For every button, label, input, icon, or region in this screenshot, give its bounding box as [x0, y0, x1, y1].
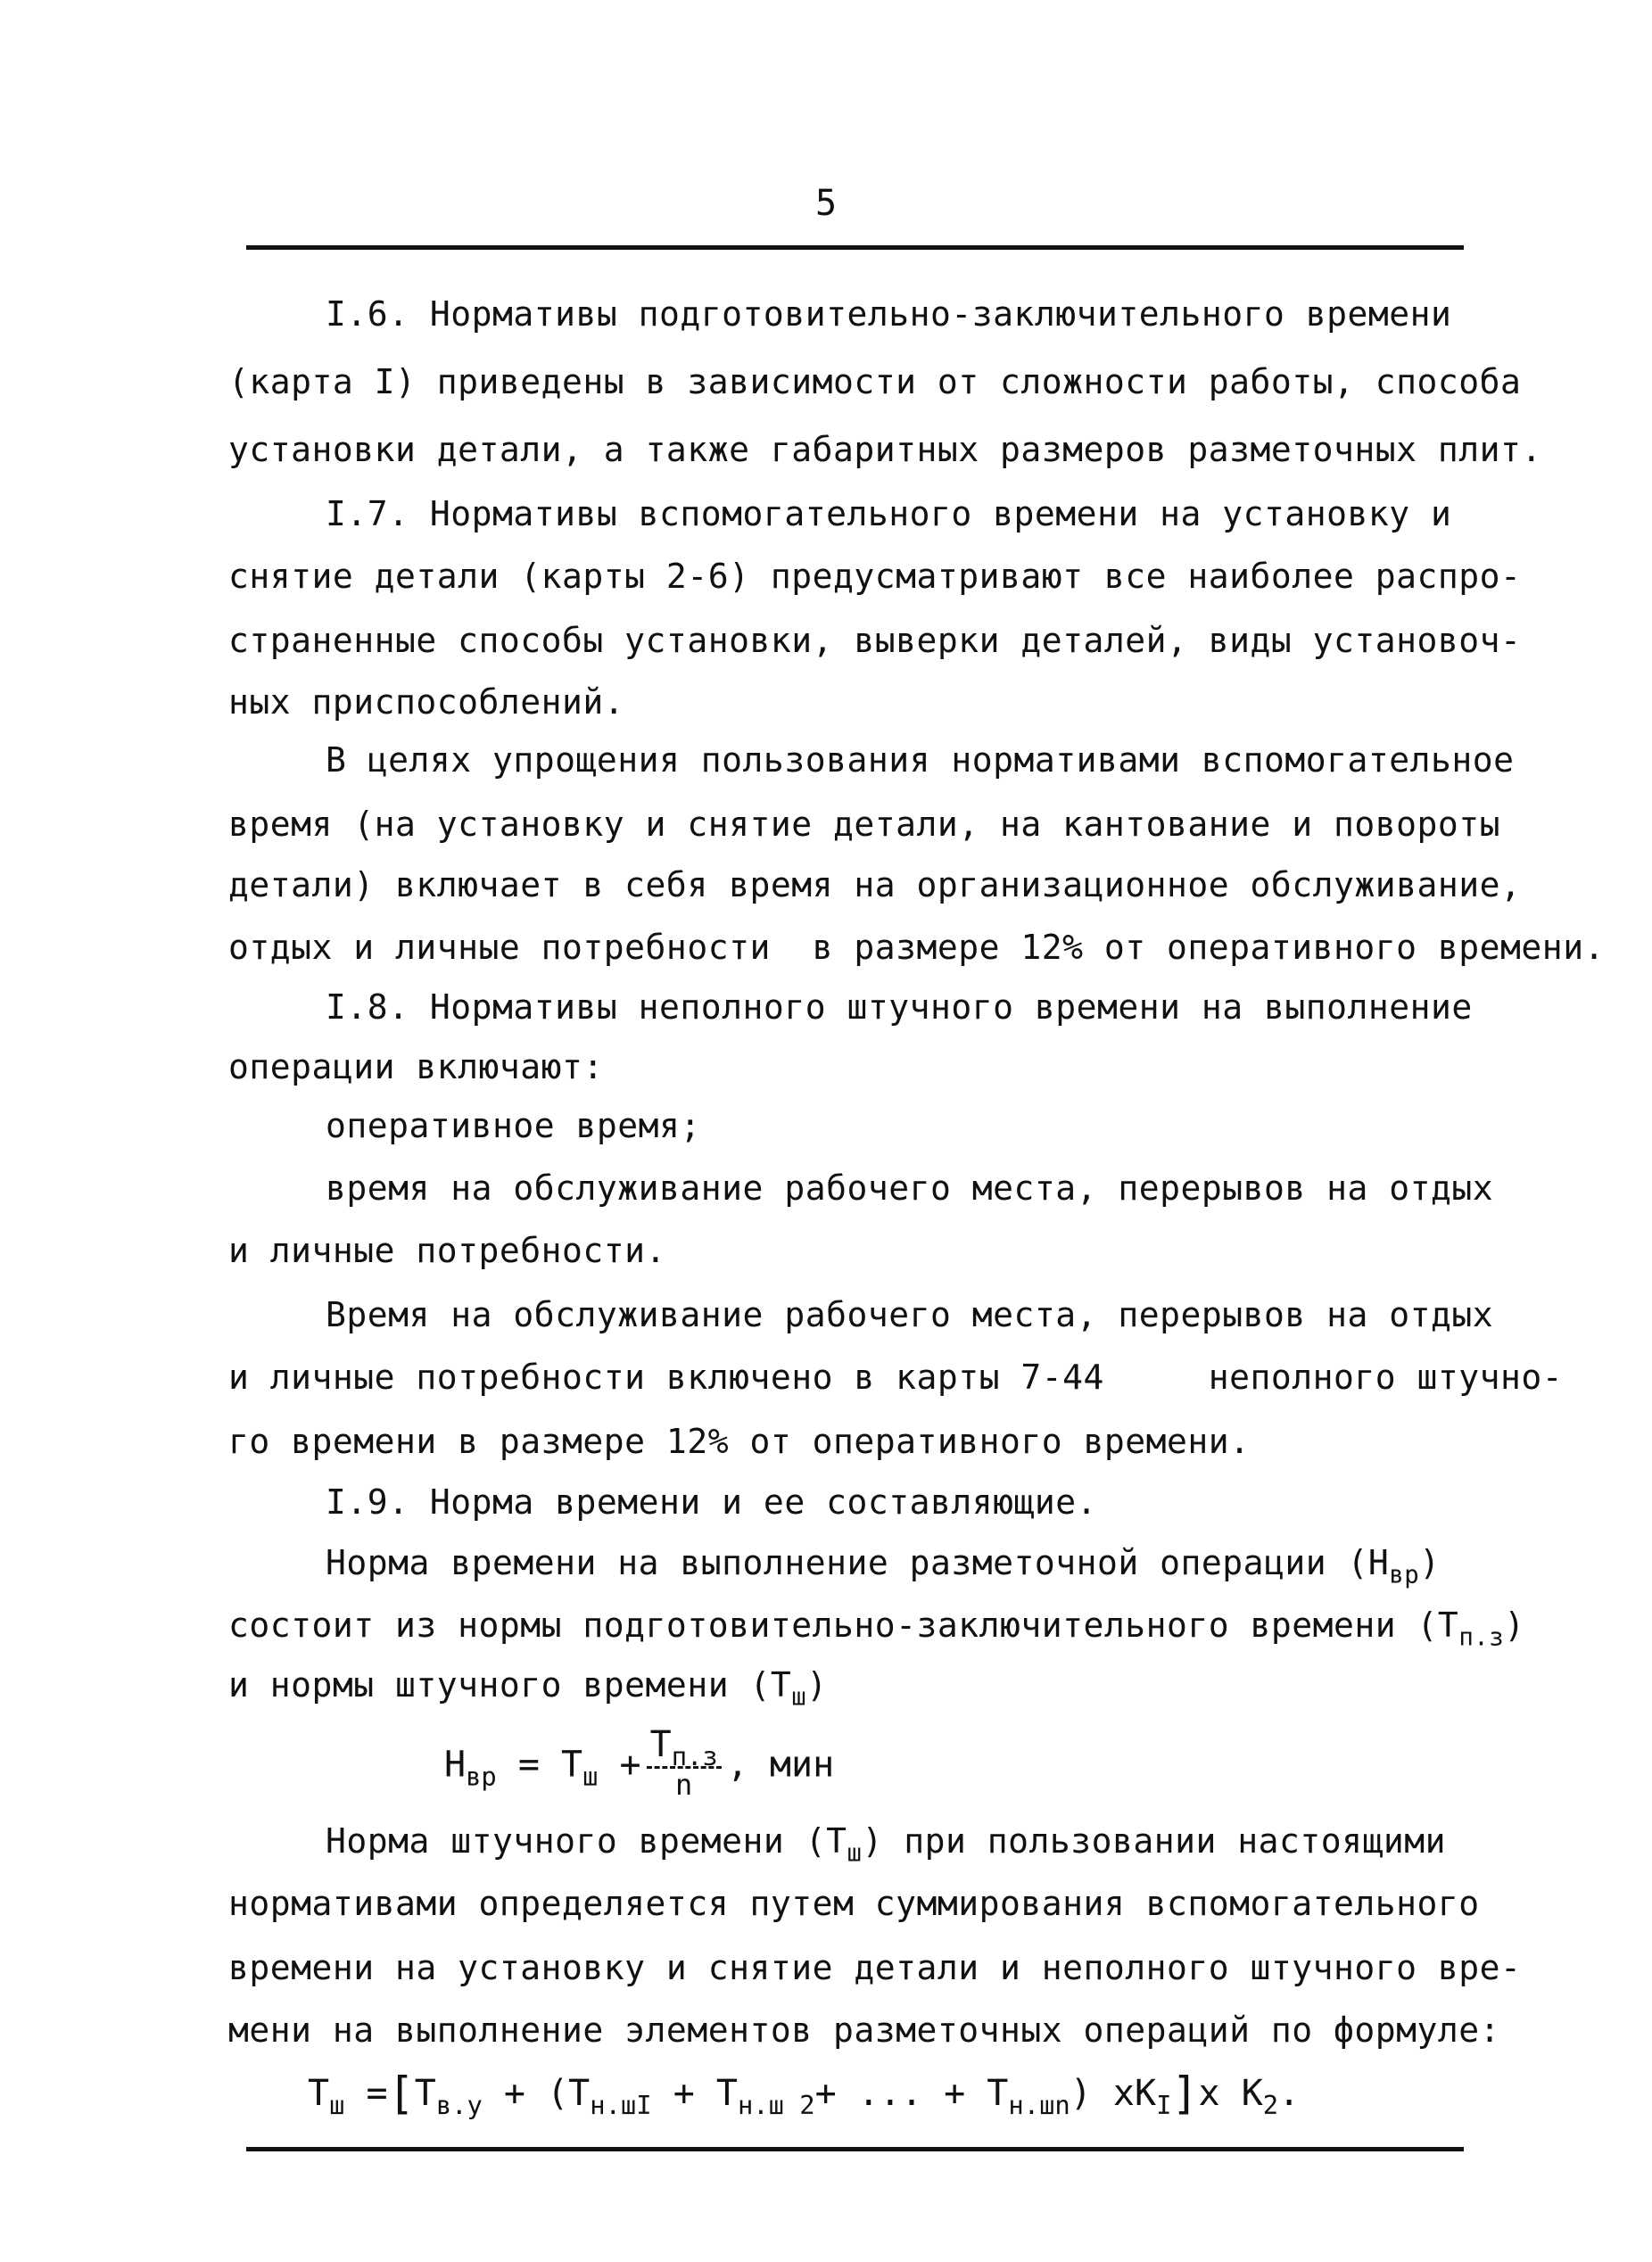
text-line: времени на установку и снятие детали и неполного штучного вре-: [228, 1948, 1522, 1987]
text-line: и нормы штучного времени $(Т_ш)$: [228, 1665, 828, 1712]
text-line: детали) включает в себя время на организационное обслуживание,: [228, 865, 1522, 904]
text-line: состоит из нормы подготовительно-заключительного времени $(Т_{п.з})$: [228, 1606, 1525, 1652]
formula-piece-time: $Т_ш =[Т_{в.у} + (Т_{н.шI} + Т_{н.ш 2}+$ ... + $Т_{н.шn}$) $хК_I]х$ $К_2$.: [308, 2068, 1301, 2121]
text-line: время (на установку и снятие детали, на кантование и повороты: [228, 805, 1501, 844]
text-line: I.8. Нормативы неполного штучного времени на выполнение: [326, 987, 1473, 1027]
bottom-rule: [246, 2147, 1464, 2151]
text-line: Норма времени на выполнение разметочной операции $(Н_{вр})$: [326, 1543, 1441, 1589]
text-line: I.6. Нормативы подготовительно-заключительного времени: [326, 294, 1452, 334]
text-line: страненные способы установки, выверки деталей, виды установоч-: [228, 621, 1522, 660]
page-number: 5: [814, 183, 838, 224]
text-line: Время на обслуживание рабочего места, перерывов на отдых: [326, 1295, 1494, 1334]
text-line: мени на выполнение элементов разметочных операций по формуле:: [228, 2010, 1501, 2050]
text-line: операции включают:: [228, 1047, 604, 1086]
text-line: и личные потребности включено в карты 7-44 неполного штучно-: [228, 1358, 1564, 1397]
fraction: $\frac{Т_{п.з}}{n}$: [647, 1727, 722, 1799]
text-line: В целях упрощения пользования нормативами вспомогательное: [326, 740, 1515, 780]
text-line: го времени в размере 12% от оперативного времени.: [228, 1422, 1251, 1461]
text-line: установки детали, а также габаритных размеров разметочных плит.: [228, 430, 1542, 469]
text-line: I.7. Нормативы вспомогательного времени на установку и: [326, 494, 1452, 533]
text-line: оперативное время;: [326, 1106, 701, 1145]
text-line: и личные потребности.: [228, 1231, 666, 1270]
text-line: Норма штучного времени $(Т_ш)$ при пользовании настоящими: [326, 1821, 1447, 1868]
text-line: I.9. Норма времени и ее составляющие.: [326, 1482, 1097, 1522]
text-line: отдых и личные потребности в размере 12% от оперативного времени.: [228, 928, 1605, 967]
text-line: время на обслуживание рабочего места, перерывов на отдых: [326, 1168, 1494, 1208]
top-rule: [246, 245, 1464, 250]
text-line: (карта I) приведены в зависимости от сложности работы, способа: [228, 362, 1522, 401]
text-line: ных приспособлений.: [228, 682, 625, 722]
formula-norm-time: $Н_{вр} = Т_ш$ + $\frac{Т_{п.з}}{n}$ , мин: [444, 1724, 835, 1802]
text-line: нормативами определяется путем суммирования вспомогательного: [228, 1884, 1480, 1923]
text-line: снятие детали (карты 2-6) предусматривают все наиболее распро-: [228, 557, 1522, 596]
